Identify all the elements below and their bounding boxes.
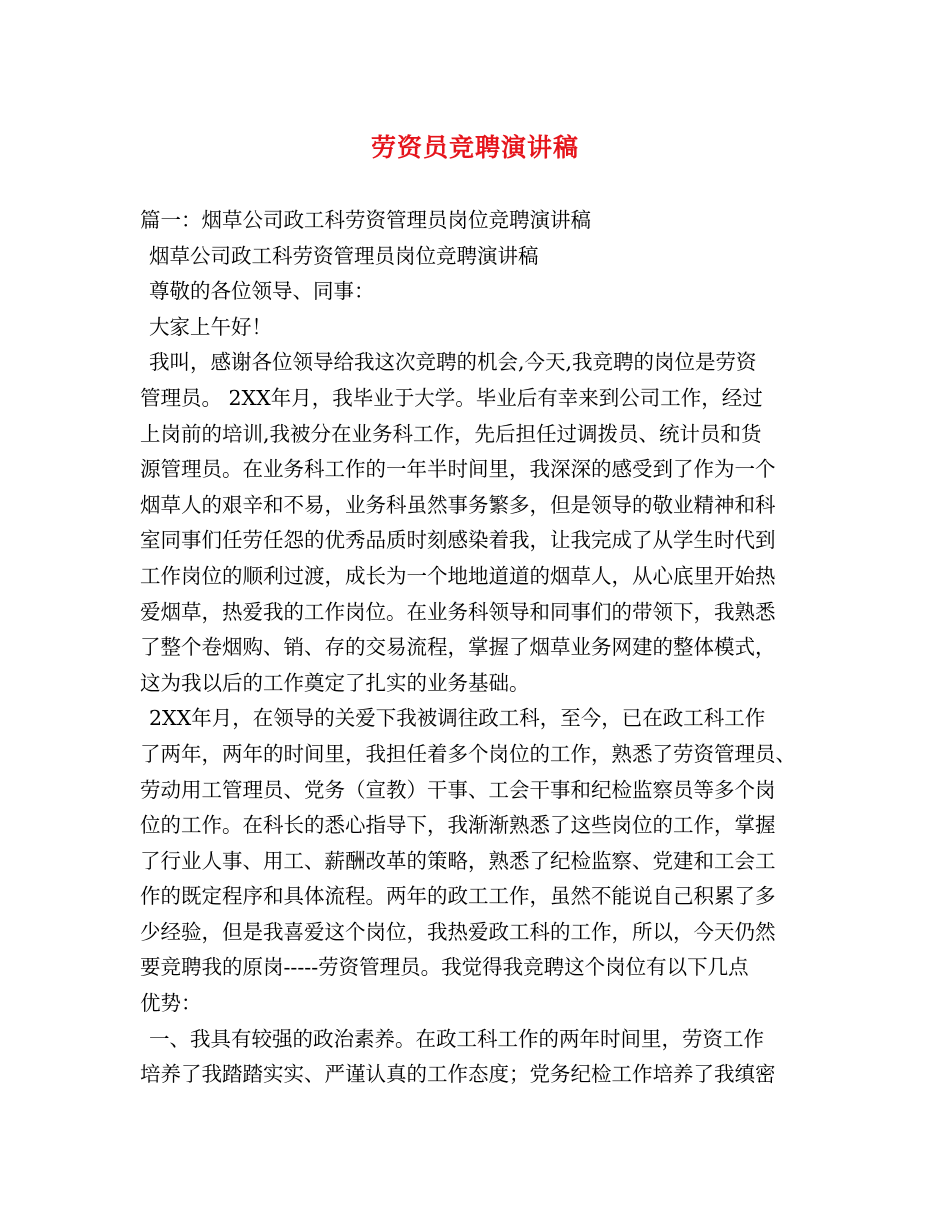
paragraph-line: 大家上午好！ [149,314,272,339]
paragraph-line: 劳动用工管理员、党务（宣教）干事、工会干事和纪检监察员等多个岗 [140,777,776,802]
paragraph-line: 工作岗位的顺利过渡，成长为一个地地道道的烟草人，从心底里开始热 [140,563,776,588]
paragraph-line: 了行业人事、用工、薪酬改革的策略，熟悉了纪检监察、党建和工会工 [140,848,776,873]
paragraph-line: 了整个卷烟购、销、存的交易流程，掌握了烟草业务网建的整体模式， [140,635,776,660]
paragraph-line: 我叫，感谢各位领导给我这次竞聘的机会,今天,我竞聘的岗位是劳资 [149,350,757,375]
section-heading: 篇一：烟草公司政工科劳资管理员岗位竞聘演讲稿 [140,208,591,232]
paragraph-line: 烟草人的艰辛和不易，业务科虽然事务繁多，但是领导的敬业精神和科 [140,492,776,517]
paragraph-line: 培养了我踏踏实实、严谨认真的工作态度；党务纪检工作培养了我缜密 [140,1062,776,1087]
paragraph-line: 2XX年月，在领导的关爱下我被调往政工科，至今，已在政工科工作 [149,706,766,731]
paragraph-line: 要竞聘我的原岗-----劳资管理员。我觉得我竞聘这个岗位有以下几点 [140,955,749,980]
paragraph-line: 尊敬的各位领导、同事： [149,279,375,304]
paragraph-line: 这为我以后的工作奠定了扎实的业务基础。 [140,670,530,695]
paragraph-line: 少经验，但是我喜爱这个岗位，我热爱政工科的工作，所以，今天仍然 [140,919,776,944]
document-body [140,203,825,1093]
document-title: 劳资员竞聘演讲稿 [370,133,579,162]
paragraph-line: 了两年，两年的时间里，我担任着多个岗位的工作，熟悉了劳资管理员、 [140,741,796,766]
paragraph-line: 上岗前的培训,我被分在业务科工作，先后担任过调拨员、统计员和货 [140,421,762,446]
paragraph-line: 烟草公司政工科劳资管理员岗位竞聘演讲稿 [149,243,539,268]
paragraph-line: 源管理员。在业务科工作的一年半时间里，我深深的感受到了作为一个 [140,457,776,482]
paragraph-line: 管理员。 2XX年月，我毕业于大学。毕业后有幸来到公司工作，经过 [140,385,763,410]
paragraph-line: 室同事们任劳任怨的优秀品质时刻感染着我，让我完成了从学生时代到 [140,528,776,553]
paragraph-line: 爱烟草，热爱我的工作岗位。在业务科领导和同事们的带领下，我熟悉 [140,599,776,624]
paragraph-line: 优势： [140,991,202,1016]
paragraph-line: 位的工作。在科长的悉心指导下，我渐渐熟悉了这些岗位的工作，掌握 [140,813,776,838]
paragraph-line: 作的既定程序和具体流程。两年的政工工作，虽然不能说自己积累了多 [140,884,776,909]
paragraph-line: 一、我具有较强的政治素养。在政工科工作的两年时间里，劳资工作 [149,1026,764,1051]
